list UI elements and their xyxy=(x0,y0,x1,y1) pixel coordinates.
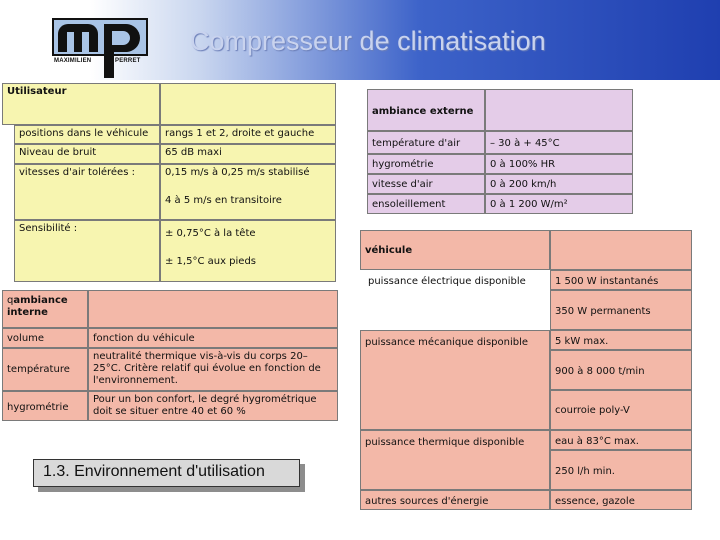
utilisateur-row-value: 0,15 m/s à 0,25 m/s stabilisé xyxy=(165,167,310,178)
ambiance-externe-row-value: – 30 à + 45°C xyxy=(485,131,633,154)
ambiance-interne-row-label: hygrométrie xyxy=(2,391,88,421)
utilisateur-row-label: Niveau de bruit xyxy=(14,144,160,164)
section-label: 1.3. Environnement d'utilisation xyxy=(33,459,300,487)
utilisateur-row-label: vitesses d'air tolérées : xyxy=(14,164,160,220)
ambiance-externe-row-label: vitesse d'air xyxy=(367,174,485,194)
logo-caption-right: PERRET xyxy=(115,58,141,64)
vehicule-row-label: puissance électrique disponible xyxy=(364,274,550,290)
utilisateur-row-value: ± 0,75°C à la tête xyxy=(165,228,256,239)
vehicule-row-value-secondary: 250 l/h min. xyxy=(550,450,692,490)
company-logo xyxy=(52,18,148,78)
utilisateur-row-label: positions dans le véhicule xyxy=(14,125,160,144)
vehicule-row-value: 5 kW max. xyxy=(550,330,692,350)
vehicule-title-blank xyxy=(550,230,692,270)
utilisateur-row-value: rangs 1 et 2, droite et gauche xyxy=(160,125,336,144)
ambiance-interne-row-label: température xyxy=(2,348,88,391)
vehicule-row-value-secondary: 900 à 8 000 t/min xyxy=(550,350,692,390)
utilisateur-row-value: 65 dB maxi xyxy=(160,144,336,164)
ambiance-externe-row-label: hygrométrie xyxy=(367,154,485,174)
vehicule-row-label: puissance thermique disponible xyxy=(360,430,550,490)
ambiance-interne-title-blank xyxy=(88,290,338,328)
utilisateur-title: Utilisateur xyxy=(2,83,160,125)
utilisateur-row-value-secondary: ± 1,5°C aux pieds xyxy=(165,256,257,267)
vehicule-row-value: eau à 83°C max. xyxy=(550,430,692,450)
vehicule-row-value: essence, gazole xyxy=(550,490,692,510)
ambiance-externe-row-value: 0 à 200 km/h xyxy=(485,174,633,194)
page-title: Compresseur de climatisation xyxy=(190,26,546,56)
ambiance-interne-row-value: Pour un bon confort, le degré hygrométrique doit se situer entre 40 et 60 % xyxy=(88,391,338,421)
utilisateur-row-label: Sensibilité : xyxy=(14,220,160,282)
vehicule-row-label: autres sources d'énergie xyxy=(360,490,550,510)
vehicule-row-value-secondary: 350 W permanents xyxy=(550,290,692,330)
ambiance-interne-row-value: neutralité thermique vis-à-vis du corps 20–25°C. Critère relatif qui évolue en fonction de l'environnement. xyxy=(88,348,338,391)
ambiance-externe-row-label: température d'air xyxy=(367,131,485,154)
vehicule-row-value: 1 500 W instantanés xyxy=(550,270,692,290)
ambiance-externe-title: ambiance externe xyxy=(367,89,485,131)
ambiance-interne-row-label: volume xyxy=(2,328,88,348)
ambiance-externe-title-blank xyxy=(485,89,633,131)
ambiance-interne-row-value: fonction du véhicule xyxy=(88,328,338,348)
utilisateur-row-value-group xyxy=(160,164,336,220)
ambiance-interne-title xyxy=(2,290,88,328)
utilisateur-row-value-group xyxy=(160,220,336,282)
vehicule-row-value-tertiary: courroie poly-V xyxy=(550,390,692,430)
vehicule-row-label: puissance mécanique disponible xyxy=(360,330,550,430)
logo-caption-left: MAXIMILIEN xyxy=(54,58,92,64)
ambiance-externe-row-value: 0 à 1 200 W/m² xyxy=(485,194,633,214)
utilisateur-row-value-secondary: 4 à 5 m/s en transitoire xyxy=(165,195,282,206)
ambiance-interne-title-text: ambiance interne xyxy=(7,295,68,318)
ambiance-externe-row-value: 0 à 100% HR xyxy=(485,154,633,174)
vehicule-title: véhicule xyxy=(360,230,550,270)
ambiance-externe-row-label: ensoleillement xyxy=(367,194,485,214)
utilisateur-title-blank xyxy=(160,83,336,125)
bullet-icon: q xyxy=(7,295,14,306)
